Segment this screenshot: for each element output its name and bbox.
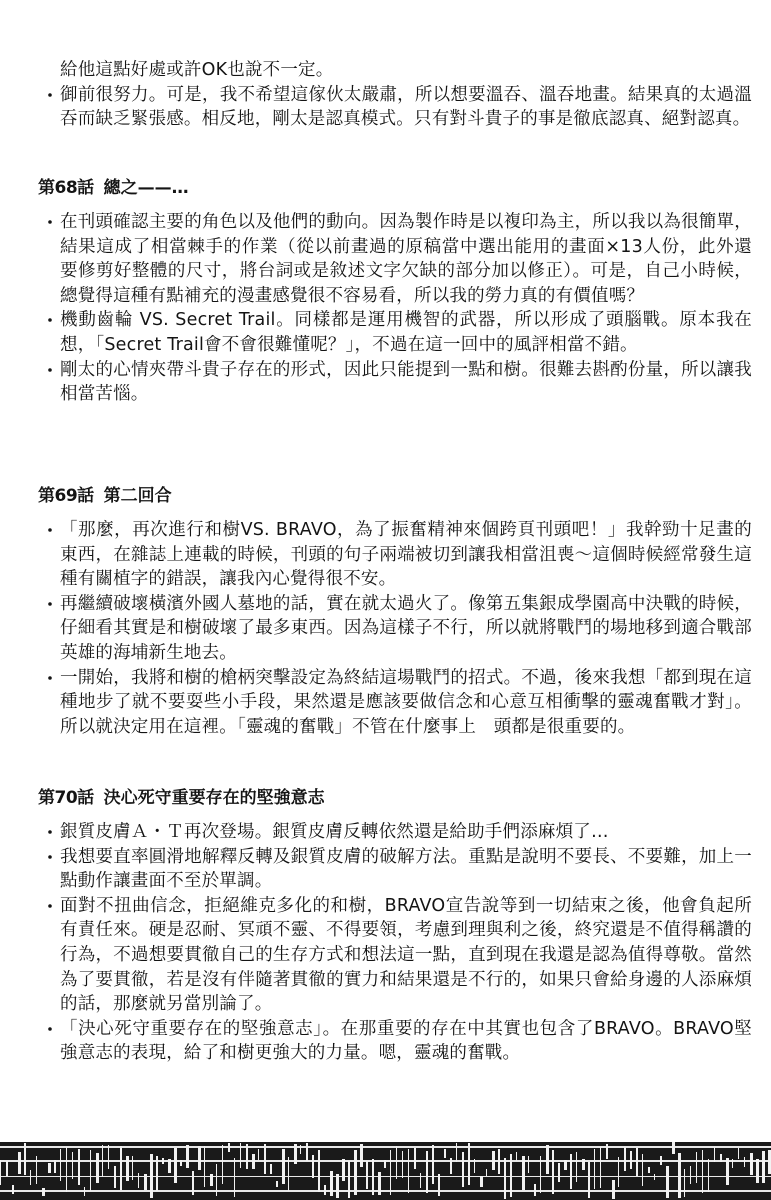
footer-stripe [330,1171,333,1196]
section-heading [38,176,752,200]
footer-stripe [156,1156,158,1191]
footer-stripe [660,1156,662,1165]
section-70 [30,786,752,1066]
footer-stripe [90,1150,91,1191]
intro-block [30,58,752,132]
footer-stripe [294,1144,297,1164]
footer-stripe [12,1185,14,1194]
footer-stripe [456,1143,457,1162]
footer-stripe [150,1154,153,1198]
footer-stripe [120,1146,122,1190]
bullet-glyph: ・ [42,213,59,232]
footer-stripe [108,1145,109,1169]
list-item [30,845,752,894]
footer-stripe [726,1158,729,1185]
footer-stripe [744,1157,745,1167]
footer-stripe [270,1164,272,1174]
list-item-text: 剛太的心情夾帶斗貴子存在的形式，因此只能提到一點和樹。很難去斟酌份量，所以讓我相當苦惱。 [60,359,752,405]
footer-stripe [600,1147,601,1188]
chapter-title: 決心死守重要存在的堅強意志 [103,788,325,808]
footer-stripe [228,1143,230,1152]
footer-stripe [576,1152,577,1182]
footer-stripe [426,1151,428,1193]
list-item-text: 「決心死守重要存在的堅強意志」。在那重要的存在中其實也包含了BRAVO。BRAVO堅強意志的表現，給了和樹更強大的力量。嗯，靈魂的奮戰。 [60,1018,752,1064]
footer-stripe [696,1152,697,1183]
footer-pattern [0,1142,771,1200]
footer-stripe [636,1148,638,1176]
footer-stripe [48,1163,51,1173]
intro-continuation: 給他這點好處或許OK也說不一定。 [60,60,334,80]
footer-stripe [486,1169,487,1176]
footer-stripe [30,1170,31,1185]
list-item [30,308,752,357]
footer-stripe [174,1148,177,1183]
footer-stripe [312,1155,314,1178]
footer-stripe [750,1153,753,1175]
section-68 [30,176,752,407]
section-heading [38,484,752,508]
footer-stripe [252,1154,255,1169]
footer-stripe [306,1143,308,1161]
footer-stripe [558,1163,560,1182]
footer-stripe [54,1160,56,1173]
footer-stripe [372,1159,374,1195]
bullet-glyph: ・ [42,847,59,867]
bullet-glyph: ・ [42,896,59,916]
footer-stripe [114,1166,116,1188]
footer-stripe [420,1173,421,1188]
footer-stripe [240,1143,241,1168]
footer-stripe [264,1144,266,1174]
section-69 [30,484,752,739]
footer-stripe [492,1151,495,1170]
list-item-text: 機動齒輪 VS. Secret Trail。同樣都是運用機智的武器，所以形成了頭腦戰。原本我在想，「Secret Trail會不會很難懂呢？」，不過在這一回中的風評相當不錯。 [60,310,752,355]
footer-stripe [216,1164,217,1196]
footer-stripe [258,1149,259,1160]
footer-stripe [480,1176,483,1187]
list-item [30,592,752,666]
footer-stripe [318,1150,320,1192]
footer-stripe [720,1154,722,1162]
section-heading [38,786,752,810]
footer-stripe [66,1147,67,1192]
chapter-title: 第二回合 [103,486,172,506]
footer-stripe [198,1146,201,1170]
footer-stripe [102,1145,103,1177]
footer-stripe [378,1172,381,1195]
footer-stripe [642,1154,643,1186]
footer-stripe [582,1159,585,1170]
footer-stripe [276,1181,278,1187]
list-item-text: 在刊頭確認主要的角色以及他們的動向。因為製作時是以複印為主，所以我以為很簡單，結果這成了相當棘手的作業（從以前畫過的原稿當中選出能用的畫面×13人份，此外還要修剪好整體的尺寸，將台詞或是敘述文字欠缺的部分加以修正）。可是，自己小時候，總覺得這種有點補充的漫畫感覺很不容易看，所以我的勞力真的有價值嗎？ [60,212,752,306]
footer-stripe [510,1154,512,1197]
footer-stripe [84,1187,85,1196]
footer-stripe [144,1174,147,1190]
footer-stripe [444,1149,446,1158]
footer-stripe [300,1145,301,1154]
footer-stripe [0,1160,1,1185]
footer-stripe [546,1145,549,1174]
footer-stripe [288,1157,289,1191]
footer-stripe [162,1158,164,1164]
footer-stripe [528,1156,529,1173]
footer-stripe [654,1174,655,1180]
footer-stripe [96,1153,99,1183]
footer-stripe [618,1157,619,1187]
footer-stripe [408,1149,409,1193]
footer-stripe [672,1142,675,1154]
footer-stripe [336,1174,339,1198]
chapter-title: 總之——… [103,178,189,198]
list-item-text: 銀質皮膚Ａ・Ｔ再次登場。銀質皮膚反轉依然還是給助手們添麻煩了… [60,822,609,842]
list-item [30,358,752,407]
footer-stripe [432,1145,434,1184]
list-item [30,518,752,592]
list-item-text: 面對不扭曲信念，拒絕維克多化的和樹，BRAVO宣告說等到一切結束之後，他會負起所有責任來。硬是忍耐、冥頑不靈、不得要領，考慮到理與利之後，終究還是不值得稱讚的行為，不過想要貫徹自己的生存方式和想法這一點，直到現在我還是認為值得尊敬。當然為了要貫徹，若是沒有伴隨著貫徹的實力和結果還是不行的，如果只會給身邊的人添麻煩的話，那麼就另當別論了。 [60,895,752,1015]
footer-stripe [24,1143,26,1175]
footer-stripe [36,1156,37,1184]
decorative-footer-band [0,1142,771,1200]
footer-stripe [414,1148,416,1169]
footer-stripe [540,1156,541,1193]
footer-stripe [210,1174,213,1186]
bullet-glyph: ・ [42,1019,59,1039]
footer-stripe [738,1148,739,1159]
footer-stripe [354,1150,357,1195]
footer-stripe [756,1159,759,1183]
footer-stripe [18,1152,21,1174]
footer-stripe [516,1152,517,1161]
footer-stripe [348,1161,350,1198]
bullet-glyph: ・ [42,311,59,331]
footer-stripe [450,1158,452,1174]
bullet-glyph: ・ [42,85,59,105]
footer-stripe [474,1159,475,1173]
footer-stripe [402,1151,403,1178]
footer-stripe [222,1145,223,1184]
footer-stripe [234,1158,235,1197]
bullet-glyph: ・ [42,594,59,614]
intro-bullet-text: 御前很努力。可是，我不希望這傢伙太嚴肅，所以想要溫吞、溫吞地畫。結果真的太過溫吞而缺乏緊張感。相反地，剛太是認真模式。只有對斗貴子的事是徹底認真、絕對認真。 [60,84,752,130]
list-item [30,820,752,845]
footer-stripe [630,1151,632,1169]
footer-stripe [498,1149,500,1174]
footer-stripe [72,1152,73,1179]
list-item [30,210,752,308]
footer-stripe [468,1143,470,1185]
footer-stripe [762,1151,765,1183]
footer-stripe [324,1185,326,1195]
bullet-glyph: ・ [42,823,59,842]
bullet-glyph: ・ [42,668,59,688]
list-item-text: 一開始，我將和樹的槍柄突擊設定為終結這場戰鬥的招式。不過，後來我想「都到現在這種地步了就不要耍些小手段，果然還是應該要做信念和心意互相衝擊的靈魂奮戰才對」。所以就決定用在這裡。「靈魂的奮戰」不管在什麼事上 頭都是很重要的。 [60,667,752,737]
footer-stripe [606,1144,608,1159]
bullet-glyph: ・ [42,521,59,540]
footer-stripe [384,1160,386,1168]
list-item [30,894,752,1017]
footer-stripe [180,1160,182,1166]
footer-stripe [42,1188,45,1196]
list-item [30,1017,752,1066]
intro-bullet-item [30,83,752,132]
list-item-text: 再繼續破壞橫濱外國人墓地的話，實在就太過火了。像第五集銀成學園高中決戰的時候，仔細看其實是和樹破壞了最多東西。因為這樣子不行，所以就將戰鬥的場地移到適合戰部英雄的海埔新生地去。 [60,593,752,663]
footer-stripe [186,1145,189,1168]
footer-stripe [684,1169,685,1197]
footer-stripe [714,1147,715,1162]
list-item-text: 「那麼，再次進行和樹VS. BRAVO，為了振奮精神來個跨頁刊頭吧！」我幹勁十足畫的東西，在雜誌上連載的時候，刊頭的句子兩端被切到讓我相當沮喪～這個時候經常發生這種有關植字的錯誤，讓我內心覺得很不安。 [60,520,752,590]
footer-stripe [6,1161,8,1176]
footer-stripe [132,1156,133,1180]
footer-stripe [126,1156,129,1181]
list-item [30,666,752,740]
footer-stripe [534,1184,536,1196]
footer-stripe [366,1161,368,1189]
footer-stripe [282,1149,285,1184]
footer-stripe [138,1173,139,1188]
footer-stripe [504,1158,506,1199]
footer-stripe [192,1171,194,1195]
list-item-text: 我想要直率圓滑地解釋反轉及銀質皮膚的破解方法。重點是說明不要長、不要難，加上一點動作讓畫面不至於單調。 [60,846,752,892]
footer-stripe [594,1149,595,1189]
footer-stripe [588,1162,590,1198]
chapter-number: 第68話 [38,178,94,198]
footer-stripe [732,1159,733,1168]
footer-stripe [624,1147,626,1171]
footer-stripe [522,1156,525,1190]
footer-stripe [246,1144,248,1169]
chapter-number: 第70話 [38,788,94,808]
footer-stripe [396,1146,397,1179]
footer-stripe [60,1149,61,1181]
footer-stripe [690,1166,691,1184]
footer-stripe [570,1154,572,1189]
footer-stripe [564,1160,567,1170]
footer-stripe [342,1159,345,1181]
footer-stripe [168,1159,171,1173]
footer-stripe [552,1150,554,1194]
footer-stripe [204,1146,205,1187]
footer-stripe [438,1174,440,1196]
footer-stripe [678,1153,681,1198]
footer-stripe [612,1180,615,1199]
footer-stripe [360,1144,363,1167]
footer-stripe [666,1166,669,1198]
footer-stripe [648,1167,650,1173]
footer-stripe [390,1150,391,1195]
footer-stripe [78,1149,80,1185]
chapter-number: 第69話 [38,486,94,506]
footer-stripe [462,1152,464,1187]
footer-stripe [708,1159,709,1192]
bullet-glyph: ・ [42,360,59,380]
footer-stripe [702,1150,703,1193]
